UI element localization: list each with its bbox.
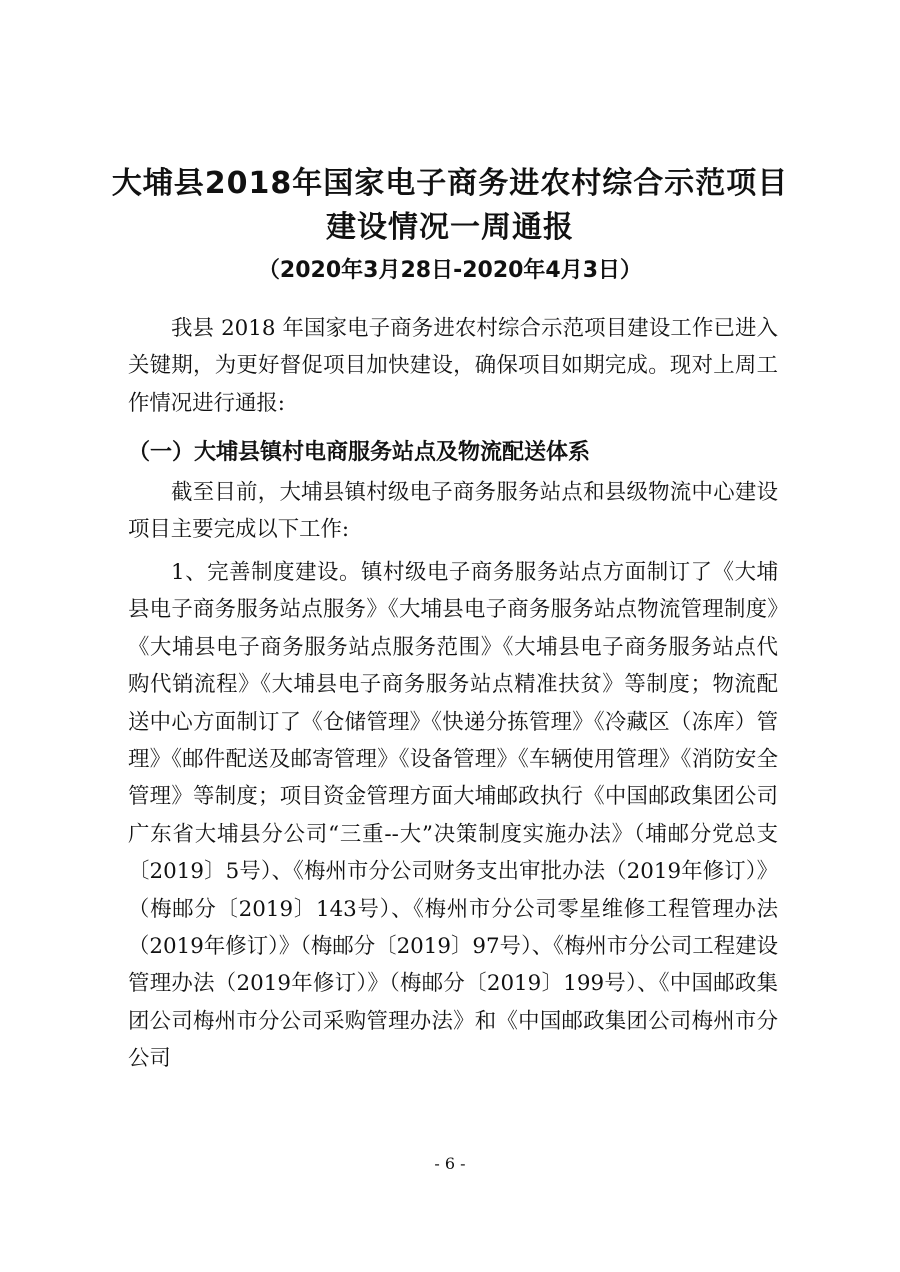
section-paragraph-2: 1、完善制度建设。镇村级电子商务服务站点方面制订了《大埔县电子商务服务站点服务》《大埔县电子商务服务站点物流管理制度》《大埔县电子商务服务站点服务范围》《大埔县电子商务服务站点代购代销流程》《大埔县电子商务服务站点精准扶贫》等制度；物流配送中心方面制订了《仓储管理》《快递分拣管理》《冷藏区（冻库）管理》《邮件配送及邮寄管理》《设备管理》《车辆使用管理》《消防安全管理》等制度；项目资金管理方面大埔邮政执行《中国邮政集团公司广东省大埔县分公司“三重--大”决策制度实施办法》（埔邮分党总支〔2019〕5号）、《梅州市分公司财务支出审批办法（2019年修订）》（梅邮分〔2019〕143号）、《梅州市分公司零星维修工程管理办法（2019年修订）》（梅邮分〔2019〕97号）、《梅州市分公司工程建设管理办法（2019年修订）》（梅邮分〔2019〕199号）、《中国邮政集团公司梅州市分公司采购管理办法》和《中国邮政集团公司梅州市分公司 xyxy=(128,560,778,1072)
intro-paragraph: 我县 2018 年国家电子商务进农村综合示范项目建设工作已进入关键期，为更好督促项目加快建设，确保项目如期完成。现对上周工作情况进行通报: xyxy=(128,316,778,416)
section-heading: （一）大埔县镇村电商服务站点及物流配送体系 xyxy=(128,440,591,465)
document-date-range: （2020年3月28日-2020年4月3日） xyxy=(257,258,643,283)
document-title-line-2: 建设情况一周通报 xyxy=(326,210,574,245)
document-title-line-1: 大埔县2018年国家电子商务进农村综合示范项目 xyxy=(111,166,789,201)
page-number: - 6 - xyxy=(434,1154,466,1173)
section-paragraph-1: 截至目前，大埔县镇村级电子商务服务站点和县级物流中心建设项目主要完成以下工作: xyxy=(128,480,778,543)
